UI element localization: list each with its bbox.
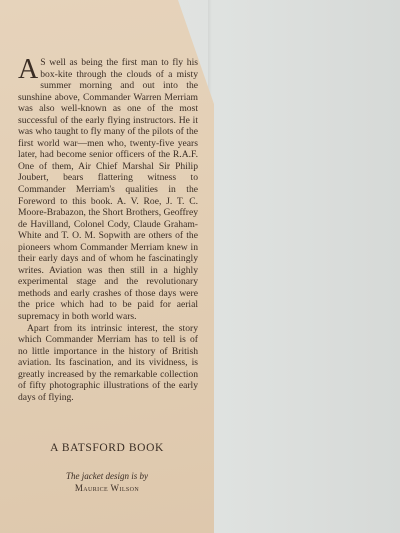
paragraph-2-text: Apart from its intrinsic interest, the story which Commander Merriam has to tell is of no little importance in the history of British aviation. Its fascination, and its vividness, is greatly increased by the remarkable collection of fifty photographic illustrations of the early days of flying.	[18, 322, 198, 403]
paragraph-1-text: S well as being the first man to fly his box-kite through the clouds of a misty summer morning and out into the sunshine above, Commander Warren Merriam was also well-known as one of the most successful of the early flying instructors. He it was who taught to fly many of the pilots of the first world war—men who, twenty-five years later, had become senior officers of the R.A.F. One of them, Air Chief Marshal Sir Philip Joubert, bears flattering witness to Commander Merriam's qualities in the Foreword to this book. A. V. Roe, J. T. C. Moore-Brabazon, the Short Brothers, Geoffrey de Havilland, Colonel Cody, Claude Graham-White and T. O. M. Sopwith are others of the pioneers whom Commander Merriam knew in their early days and of whom he fascinatingly writes. Aviation was then still in a highly experimental stage and the revolutionary methods and early crashes of those days were the price which had to be paid for aerial supremacy in both world wars.	[18, 57, 198, 323]
jacket-design-credit	[0, 470, 214, 494]
flap-blurb	[18, 54, 198, 403]
designer-name: Maurice Wilson	[74, 483, 140, 493]
blurb-paragraph-2	[18, 323, 198, 404]
publisher-imprint: A BATSFORD BOOK	[50, 442, 164, 454]
jacket-credit-line: The jacket design is by	[66, 471, 148, 481]
drop-cap: A	[18, 54, 39, 85]
blurb-paragraph-1	[18, 54, 198, 323]
